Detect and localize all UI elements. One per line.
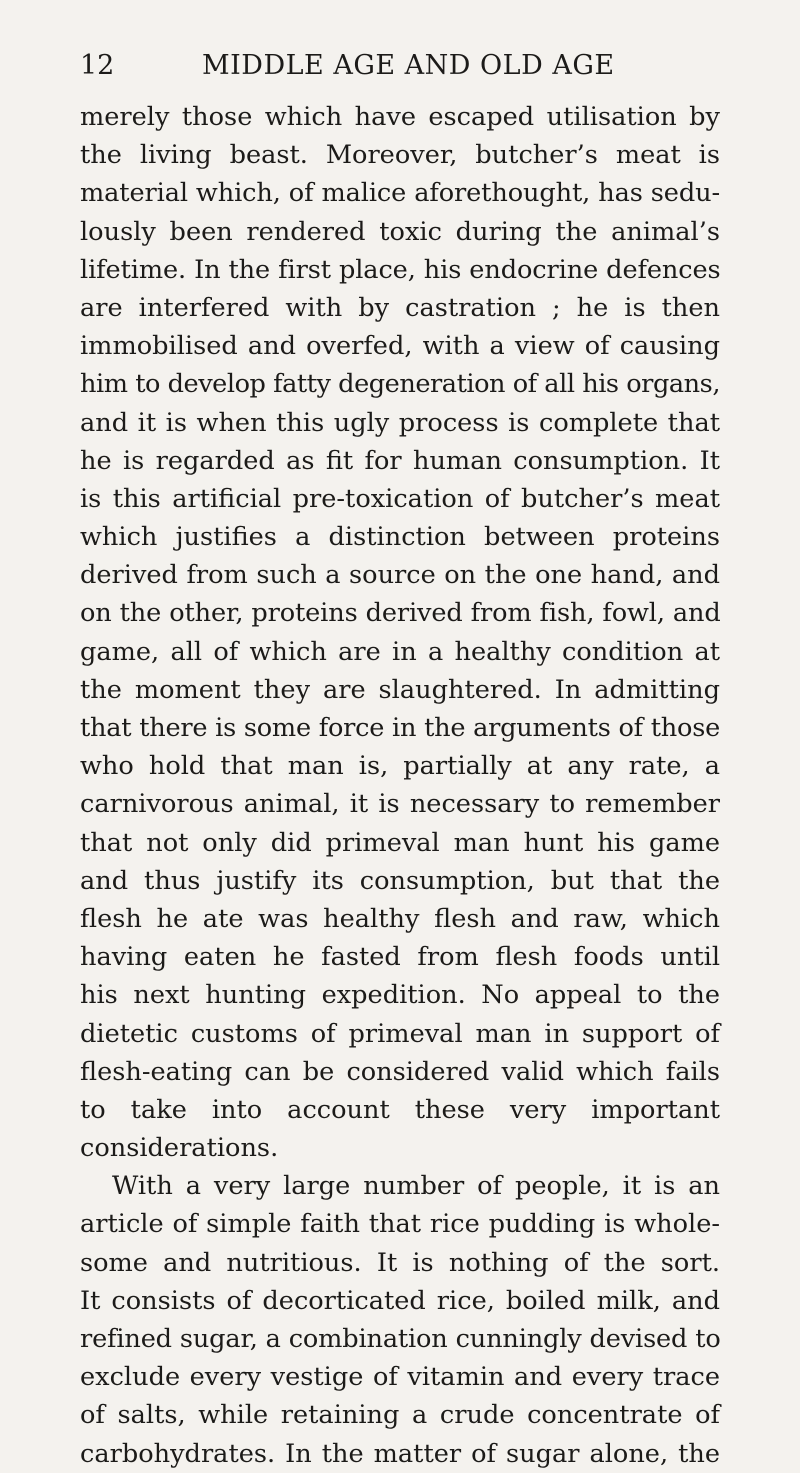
text-line: and thus justify its consumption, but that the (80, 865, 720, 896)
text-line: refined sugar, a combination cunningly devised to (80, 1324, 721, 1354)
text-line: article of simple faith that rice pudding is whole- (80, 1209, 720, 1240)
text-line: game, all of which are in a healthy condition at (80, 636, 720, 667)
text-line: carbohydrates. In the matter of sugar alone, the (80, 1438, 720, 1469)
text-line: the living beast. Moreover, butcher’s meat is (80, 140, 720, 171)
text-line: carnivorous animal, it is necessary to remember (80, 789, 720, 820)
text-line-paragraph-start: With a very large number of people, it is an (112, 1171, 720, 1202)
text-line: having eaten he fasted from flesh foods until (80, 942, 720, 973)
text-line: is this artificial pre-toxication of butcher’s meat (80, 483, 720, 514)
text-line: that not only did primeval man hunt his game (80, 827, 720, 858)
text-line: flesh he ate was healthy flesh and raw, which (80, 903, 720, 934)
page-header (80, 46, 720, 86)
text-line: lifetime. In the first place, his endocrine defences (80, 254, 721, 285)
body-text (80, 98, 720, 1473)
text-line: on the other, proteins derived from fish, fowl, and (80, 598, 721, 629)
text-line: material which, of malice aforethought, has sedu- (80, 178, 720, 209)
text-line: that there is some force in the arguments of those (80, 713, 720, 743)
text-line: It consists of decorticated rice, boiled milk, and (80, 1285, 720, 1316)
text-line: who hold that man is, partially at any rate, a (80, 751, 720, 782)
text-line: his next hunting expedition. No appeal to the (80, 980, 720, 1011)
text-line-paragraph-end: considerations. (80, 1133, 279, 1164)
text-line: dietetic customs of primeval man in support of (80, 1018, 720, 1049)
page-number: 12 (80, 50, 115, 81)
running-title: MIDDLE AGE AND OLD AGE (202, 50, 615, 81)
text-line: immobilised and overfed, with a view of causing (80, 331, 720, 362)
text-line: he is regarded as fit for human consumption. It (80, 445, 720, 476)
text-line: and it is when this ugly process is complete that (80, 407, 720, 438)
text-line: to take into account these very important (80, 1094, 720, 1125)
text-line: flesh-eating can be considered valid which fails (80, 1056, 720, 1087)
text-line: of salts, while retaining a crude concentrate of (80, 1400, 720, 1431)
text-line: lously been rendered toxic during the animal’s (80, 216, 720, 247)
text-line: exclude every vestige of vitamin and every trace (80, 1362, 720, 1393)
text-line: are interfered with by castration ; he is then (80, 292, 720, 323)
text-line: him to develop fatty degeneration of all his organs, (80, 369, 720, 400)
text-line: derived from such a source on the one hand, and (80, 560, 720, 591)
text-line: some and nutritious. It is nothing of the sort. (80, 1247, 720, 1278)
text-line: merely those which have escaped utilisation by (80, 102, 720, 132)
text-line: which justifies a distinction between proteins (80, 522, 720, 553)
text-line: the moment they are slaughtered. In admitting (80, 674, 720, 705)
